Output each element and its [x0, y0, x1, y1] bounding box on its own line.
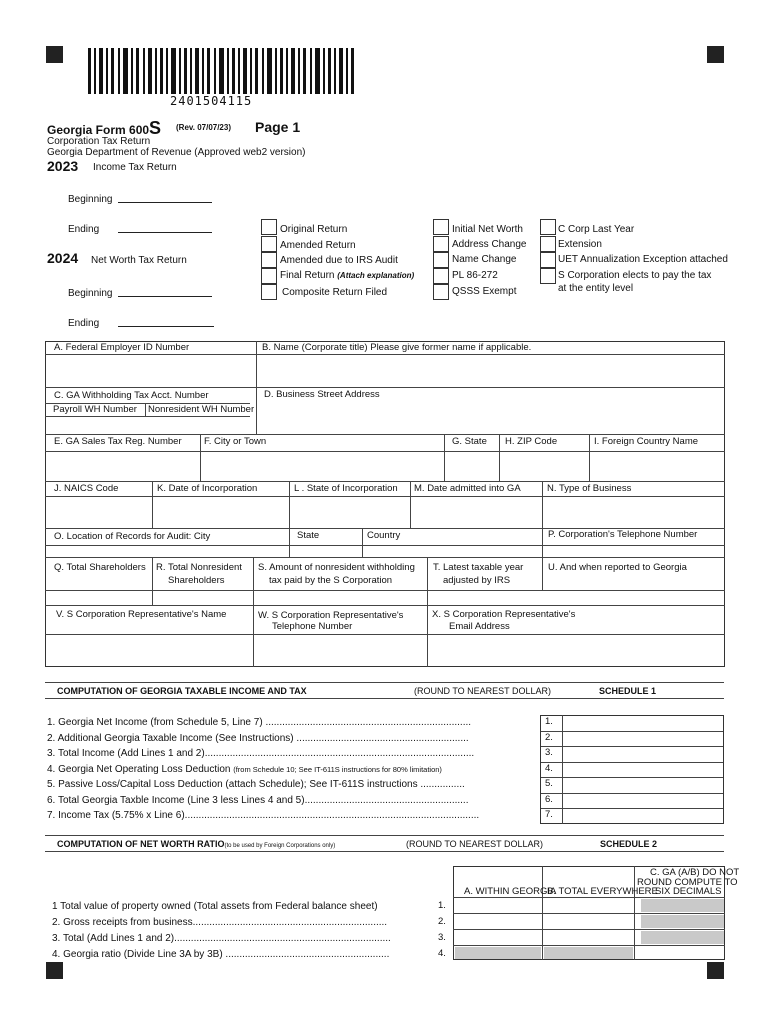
nonresident-withholding-input[interactable]: [255, 591, 426, 604]
net-worth-label: Net Worth Tax Return: [91, 255, 187, 266]
records-country-input[interactable]: [364, 546, 541, 556]
checkbox-amended-irs-audit[interactable]: [261, 252, 277, 268]
rep-email-input[interactable]: [429, 636, 724, 666]
schedule2-line-number: 3.: [438, 932, 446, 943]
federal-ein-input[interactable]: [46, 356, 255, 386]
field-r-label: R. Total Nonresident: [156, 562, 242, 573]
field-a-label: A. Federal Employer ID Number: [54, 342, 190, 353]
checkbox-initial-net-worth[interactable]: [433, 219, 449, 235]
checkbox-pl-86-272[interactable]: [433, 268, 449, 284]
ending-label: Ending: [68, 224, 100, 235]
schedule2-line-text: 1 Total value of property owned (Total assets from Federal balance sheet): [52, 901, 378, 912]
schedule1-line-text: 4. Georgia Net Operating Loss Deduction (from Schedule 10; See IT-611S instructions for 80% limitation): [47, 764, 442, 775]
rep-phone-input[interactable]: [255, 636, 426, 666]
schedule1-amount-box: [540, 715, 724, 824]
schedule2-line-1-col-a[interactable]: [455, 899, 541, 913]
shaded-cell: [641, 899, 724, 912]
schedule-divider: [45, 851, 724, 852]
field-j-label: J. NAICS Code: [54, 483, 119, 494]
city-input[interactable]: [202, 453, 443, 480]
field-line: [118, 202, 212, 203]
schedule1-line-number: 1.: [545, 716, 553, 727]
field-s-label: S. Amount of nonresident withholding: [258, 562, 415, 573]
checkbox-composite-return[interactable]: [261, 284, 277, 300]
field-r-label-2: Shareholders: [168, 575, 225, 586]
schedule1-line-number: 6.: [545, 794, 553, 805]
income-tax-label: Income Tax Return: [93, 162, 177, 173]
checkbox-c-corp-last-year[interactable]: [540, 219, 556, 235]
checkbox-label: Name Change: [452, 254, 517, 265]
registration-mark: [707, 46, 724, 63]
nonresident-wh-input[interactable]: [146, 417, 255, 433]
schedule2-line-2-col-a[interactable]: [455, 915, 541, 929]
checkbox-label: Final Return (Attach explanation): [280, 270, 415, 281]
checkbox-s-corp-elects[interactable]: [540, 268, 556, 284]
field-i-label: I. Foreign Country Name: [594, 436, 699, 447]
column-b-header: B. TOTAL EVERYWHERE: [547, 886, 658, 897]
schedule2-line-2-col-b[interactable]: [544, 915, 633, 929]
column-c-header: C. GA (A/B) DO NOT: [650, 867, 740, 878]
schedule1-line-number: 4.: [545, 763, 553, 774]
schedule-divider: [45, 682, 724, 683]
corporate-name-input[interactable]: [258, 356, 724, 386]
net-worth-year: 2024: [47, 250, 79, 266]
registration-mark: [46, 46, 63, 63]
records-state-input[interactable]: [291, 546, 361, 556]
schedule2-line-text: 4. Georgia ratio (Divide Line 3A by 3B) ...........................................................: [52, 949, 390, 960]
checkbox-label: Original Return: [280, 224, 348, 235]
checkbox-label: Address Change: [452, 239, 527, 250]
schedule2-line-1-col-b[interactable]: [544, 899, 633, 913]
schedule2-line-number: 1.: [438, 900, 446, 911]
shaded-cell: [544, 947, 633, 959]
payroll-wh-label: Payroll WH Number: [53, 404, 137, 415]
field-g-label: G. State: [452, 436, 487, 447]
checkbox-label: QSSS Exempt: [452, 286, 517, 297]
reported-to-georgia-input[interactable]: [544, 591, 724, 604]
revision-date: (Rev. 07/07/23): [176, 123, 231, 132]
field-line: [118, 296, 212, 297]
checkbox-address-change[interactable]: [433, 236, 449, 252]
schedule2-line-3-col-a[interactable]: [455, 931, 541, 945]
schedule2-line-4-ratio[interactable]: [636, 947, 724, 961]
shaded-cell: [455, 947, 541, 959]
schedule1-round-note: (ROUND TO NEAREST DOLLAR): [414, 686, 552, 696]
column-c-header-3: SIX DECIMALS: [655, 886, 722, 897]
telephone-input[interactable]: [544, 546, 724, 556]
schedule1-line-text: 6. Total Georgia Taxble Income (Line 3 less Lines 4 and 5)...........................................................: [47, 795, 469, 806]
schedule2-label: SCHEDULE 2: [600, 839, 658, 849]
shaded-cell: [641, 915, 724, 928]
schedule2-line-text: 3. Total (Add Lines 1 and 2)..............................................................................: [52, 933, 391, 944]
schedule1-line-text: 2. Additional Georgia Taxable Income (See Instructions) ..............................................................: [47, 733, 469, 744]
barcode-number: 2401504115: [170, 94, 253, 108]
schedule1-label: SCHEDULE 1: [599, 686, 657, 696]
checkbox-label: Amended due to IRS Audit: [280, 255, 398, 266]
records-city-input[interactable]: [46, 546, 288, 556]
total-shareholders-input[interactable]: [46, 591, 151, 604]
schedule1-line-text: 7. Income Tax (5.75% x Line 6)..........................................................................................................: [47, 810, 480, 821]
foreign-country-input[interactable]: [591, 453, 724, 480]
subtitle: Corporation Tax Return: [47, 136, 151, 147]
field-s-label-2: tax paid by the S Corporation: [269, 575, 393, 586]
schedule1-line-text: 3. Total Income (Add Lines 1 and 2).................................................................................................: [47, 748, 475, 759]
naics-input[interactable]: [46, 498, 151, 527]
schedule1-title: COMPUTATION OF GEORGIA TAXABLE INCOME AND TAX: [57, 686, 307, 696]
checkbox-final-return[interactable]: [261, 268, 277, 284]
ending-label: Ending: [68, 318, 100, 329]
sales-tax-input[interactable]: [46, 453, 199, 480]
schedule1-line-text: 1. Georgia Net Income (from Schedule 5, Line 7) ..........................................................................: [47, 717, 472, 728]
schedule1-line-number: 7.: [545, 809, 553, 820]
street-address-input[interactable]: [258, 404, 724, 433]
schedule1-line-number: 2.: [545, 732, 553, 743]
payroll-wh-input[interactable]: [46, 417, 145, 433]
form-title: Georgia Form 600S: [47, 118, 162, 138]
checkbox-original-return[interactable]: [261, 219, 277, 235]
barcode: [88, 48, 358, 94]
column-a-header: A. WITHIN GEORGIA: [464, 886, 557, 897]
checkbox-uet-annualization[interactable]: [540, 252, 556, 268]
field-m-label: M. Date admitted into GA: [414, 483, 521, 494]
field-line: [118, 232, 212, 233]
date-admitted-input[interactable]: [412, 498, 541, 527]
field-w-label: W. S Corporation Representative's: [258, 610, 404, 621]
checkbox-label: Amended Return: [280, 240, 356, 251]
schedule-divider: [45, 835, 724, 836]
field-w-label-2: Telephone Number: [272, 621, 353, 632]
checkbox-label: C Corp Last Year: [558, 224, 635, 235]
income-tax-year: 2023: [47, 158, 79, 174]
schedule2-title: COMPUTATION OF NET WORTH RATIO(to be used by Foreign Corporations only): [57, 839, 336, 849]
field-line: [118, 326, 214, 327]
checkbox-label: Composite Return Filed: [282, 287, 388, 298]
page-number: Page 1: [255, 119, 301, 135]
field-v-label: V. S Corporation Representative's Name: [56, 609, 227, 620]
field-o-state-label: State: [297, 530, 320, 541]
checkbox-name-change[interactable]: [433, 252, 449, 268]
schedule2-round-note: (ROUND TO NEAREST DOLLAR): [406, 839, 544, 849]
field-l-label: L . State of Incorporation: [294, 483, 398, 494]
field-b-label: B. Name (Corporate title) Please give former name if applicable.: [262, 342, 532, 353]
incorporation-state-input[interactable]: [291, 498, 409, 527]
field-o-label: O. Location of Records for Audit: City: [54, 531, 211, 542]
column-c-header-2: ROUND COMPUTE TO: [637, 877, 738, 888]
schedule2-line-number: 4.: [438, 948, 446, 959]
field-n-label: N. Type of Business: [547, 483, 632, 494]
schedule1-line-text: 5. Passive Loss/Capital Loss Deduction (attach Schedule); See IT-611S instructions ................: [47, 779, 465, 790]
schedule2-line-text: 2. Gross receipts from business......................................................................: [52, 917, 388, 928]
field-d-label: D. Business Street Address: [264, 389, 380, 400]
checkbox-label: Initial Net Worth: [452, 224, 523, 235]
field-k-label: K. Date of Incorporation: [157, 483, 258, 494]
schedule2-line-number: 2.: [438, 916, 446, 927]
field-q-label: Q. Total Shareholders: [54, 562, 146, 573]
checkbox-label: S Corporation elects to pay the tax: [558, 270, 712, 281]
checkbox-extension[interactable]: [540, 236, 556, 252]
field-x-label: X. S Corporation Representative's: [432, 609, 576, 620]
beginning-label: Beginning: [68, 288, 113, 299]
latest-taxable-year-input[interactable]: [429, 591, 541, 604]
registration-mark: [46, 962, 63, 979]
shaded-cell: [641, 931, 724, 944]
checkbox-amended-return[interactable]: [261, 236, 277, 252]
zip-input[interactable]: [501, 453, 588, 480]
checkbox-label: at the entity level: [558, 283, 634, 294]
field-e-label: E. GA Sales Tax Reg. Number: [54, 436, 182, 447]
rep-name-input[interactable]: [46, 636, 252, 666]
field-c-label: C. GA Withholding Tax Acct. Number: [54, 390, 209, 401]
field-p-label: P. Corporation's Telephone Number: [548, 529, 698, 540]
schedule-divider: [45, 698, 724, 699]
subtitle: Georgia Department of Revenue (Approved web2 version): [47, 147, 306, 158]
registration-mark: [707, 962, 724, 979]
beginning-label: Beginning: [68, 194, 113, 205]
business-type-input[interactable]: [544, 498, 724, 527]
field-u-label: U. And when reported to Georgia: [548, 562, 687, 573]
schedule2-line-3-col-b[interactable]: [544, 931, 633, 945]
checkbox-label: PL 86-272: [452, 270, 498, 281]
field-o-country-label: Country: [367, 530, 401, 541]
incorporation-date-input[interactable]: [154, 498, 288, 527]
field-x-label-2: Email Address: [449, 621, 510, 632]
field-f-label: F. City or Town: [204, 436, 267, 447]
checkbox-qsss-exempt[interactable]: [433, 284, 449, 300]
nonresident-shareholders-input[interactable]: [154, 591, 252, 604]
checkbox-label: Extension: [558, 239, 602, 250]
field-t-label: T. Latest taxable year: [433, 562, 524, 573]
schedule1-line-number: 3.: [545, 747, 553, 758]
state-input[interactable]: [446, 453, 498, 480]
schedule1-line-number: 5.: [545, 778, 553, 789]
field-h-label: H. ZIP Code: [505, 436, 558, 447]
nonresident-wh-label: Nonresident WH Number: [148, 404, 255, 415]
checkbox-label: UET Annualization Exception attached: [558, 254, 728, 265]
field-t-label-2: adjusted by IRS: [443, 575, 511, 586]
